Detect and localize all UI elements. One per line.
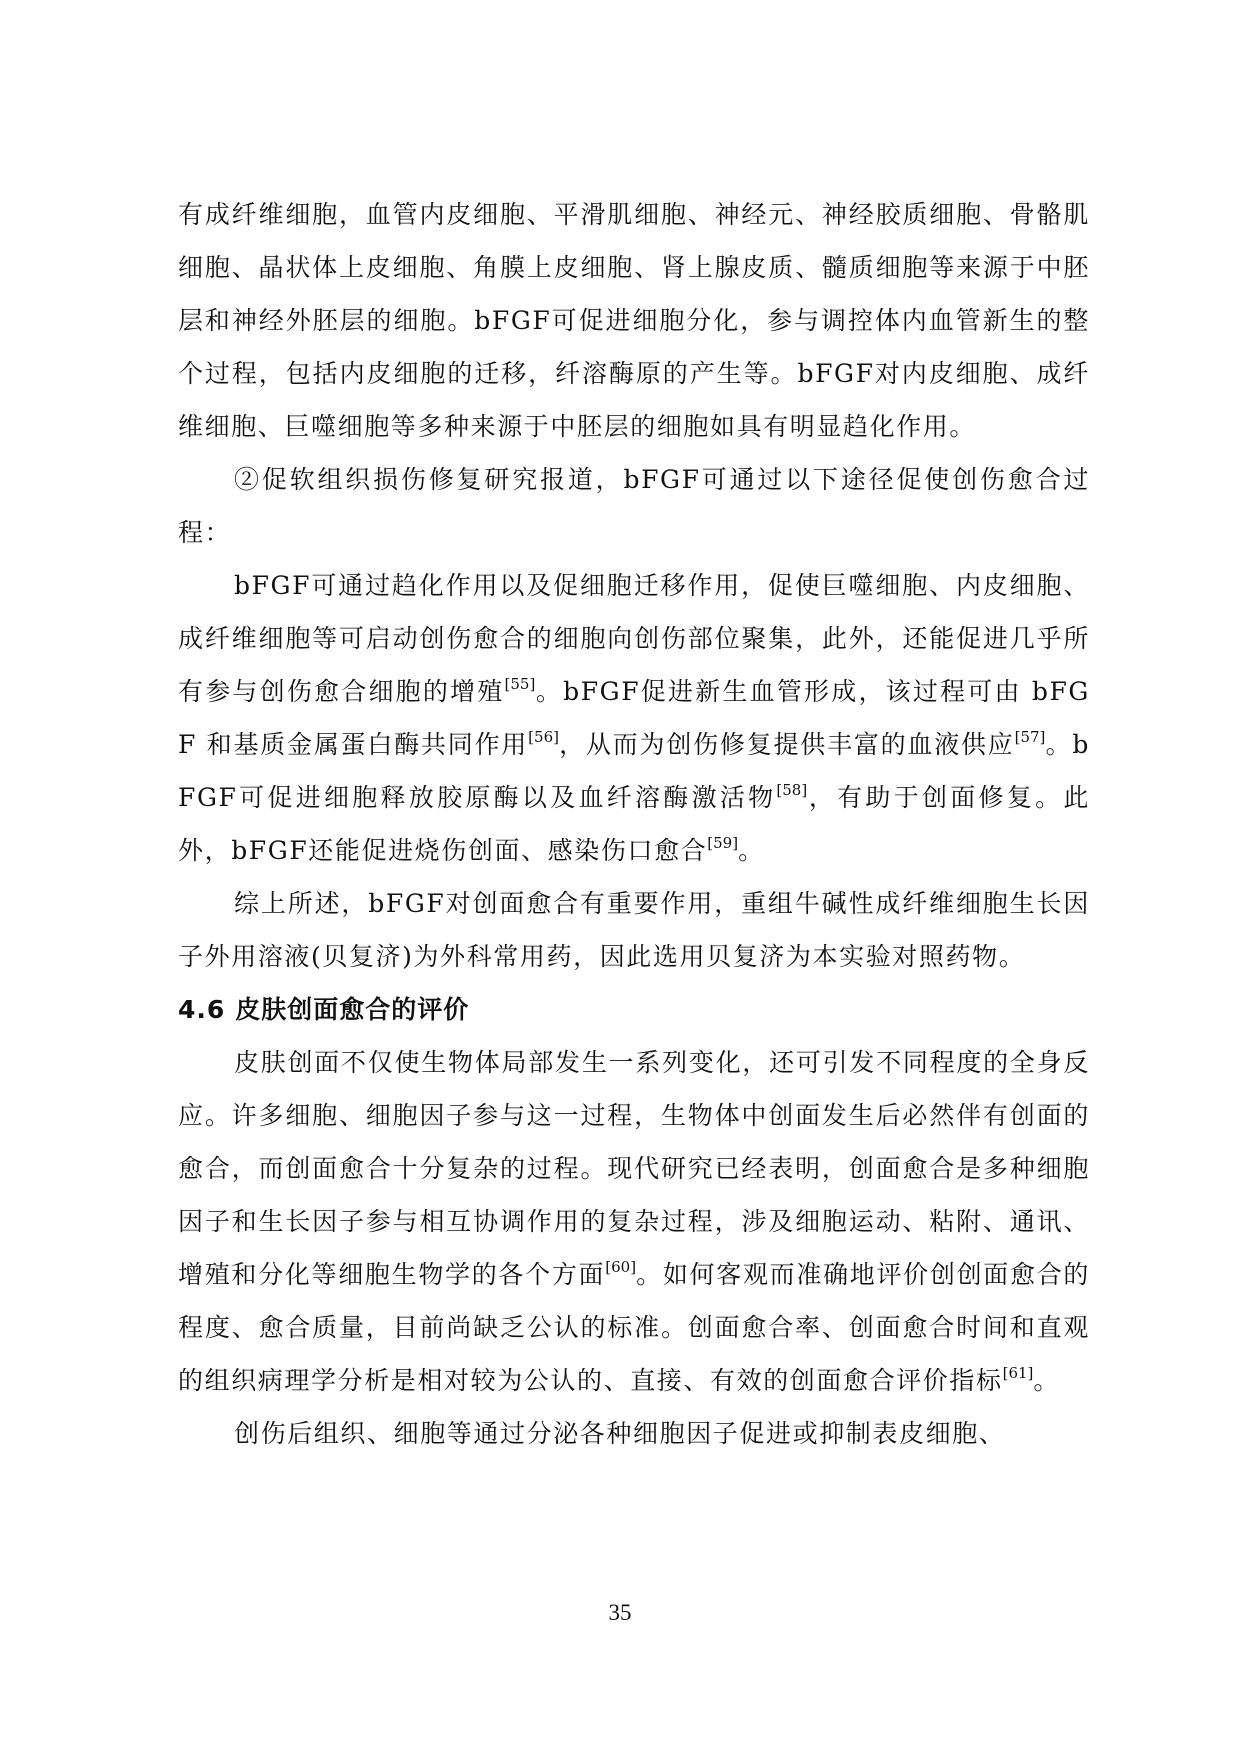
paragraph-text: ，有助于创面修复。此外，bFGF还能促进烧伤创面、感染伤口愈合 [178, 783, 1090, 865]
citation-56: [56] [528, 728, 559, 746]
paragraph-text: ，从而为创伤修复提供丰富的血液供应 [558, 730, 1015, 759]
paragraph-text: 皮肤创面不仅使生物体局部发生一系列变化，还可引发不同程度的全身反应。许多细胞、细胞因子参与这一过程，生物体中创面发生后必然伴有创面的愈合，而创面愈合十分复杂的过程。现代研究已经表明，创面愈合是多种细胞因子和生长因子参与相互协调作用的复杂过程，涉及细胞运动、粘附、通讯、增殖和分化等细胞生物学的各个方面 [178, 1048, 1090, 1289]
citation-58: [58] [776, 781, 808, 799]
paragraph-text: ②促软组织损伤修复研究报道，bFGF可通过以下途径促使创伤愈合过程： [178, 465, 1090, 547]
citation-60: [60] [605, 1258, 637, 1276]
section-number: 4.6 [178, 995, 226, 1024]
paragraph-text: 。如何客观而准确地评价创创面愈合的程度、愈合质量，目前尚缺乏公认的标准。创面愈合率、创面愈合时间和直观的组织病理学分析是相对较为公认的、直接、有效的创面愈合评价指标 [178, 1260, 1090, 1395]
page-number: 35 [608, 1600, 632, 1625]
paragraph-text: 有成纤维细胞，血管内皮细胞、平滑肌细胞、神经元、神经胶质细胞、骨骼肌细胞、晶状体上皮细胞、角膜上皮细胞、肾上腺皮质、髓质细胞等来源于中胚层和神经外胚层的细胞。bFGF可促进细胞分化，参与调控体内血管新生的整个过程，包括内皮细胞的迁移，纤溶酶原的产生等。bFGF对内皮细胞、成纤维细胞、巨噬细胞等多种来源于中胚层的细胞如具有明显趋化作用。 [178, 200, 1090, 441]
citation-59: [59] [707, 834, 739, 852]
paragraph-text: bFGF可通过趋化作用以及促细胞迁移作用，促使巨噬细胞、内皮细胞、成纤维细胞等可启动创伤愈合的细胞向创伤部位聚集，此外，还能促进几乎所有参与创伤愈合细胞的增殖 [178, 571, 1090, 706]
paragraph-post-injury [178, 1407, 1090, 1460]
citation-57: [57] [1014, 728, 1046, 746]
section-title: 皮肤创面愈合的评价 [235, 995, 470, 1024]
page-body [178, 188, 1090, 1460]
paragraph-wound-healing-evaluation [178, 1036, 1090, 1407]
paragraph-bfgf-mechanisms [178, 559, 1090, 877]
paragraph-text: 综上所述，bFGF对创面愈合有重要作用，重组牛碱性成纤维细胞生长因子外用溶液(贝复济)为外科常用药，因此选用贝复济为本实验对照药物。 [178, 889, 1090, 971]
paragraph-text: 创伤后组织、细胞等通过分泌各种细胞因子促进或抑制表皮细胞、 [234, 1419, 1006, 1448]
citation-61: [61] [1002, 1364, 1034, 1382]
paragraph-text: 。bFGF促进新生血管形成，该过程可由 bFGF 和基质金属蛋白酶共同作用 [178, 677, 1090, 759]
paragraph-text: 。 [1033, 1366, 1061, 1395]
paragraph-text: 。bFGF可促进细胞释放胶原酶以及血纤溶酶激活物 [178, 730, 1090, 812]
section-heading [178, 983, 1090, 1036]
citation-55: [55] [504, 675, 536, 693]
paragraph-wound-repair-intro [178, 453, 1090, 559]
paragraph-summary [178, 877, 1090, 983]
paragraph-text: 。 [738, 836, 765, 865]
paragraph-bfgf-target-cells [178, 188, 1090, 453]
